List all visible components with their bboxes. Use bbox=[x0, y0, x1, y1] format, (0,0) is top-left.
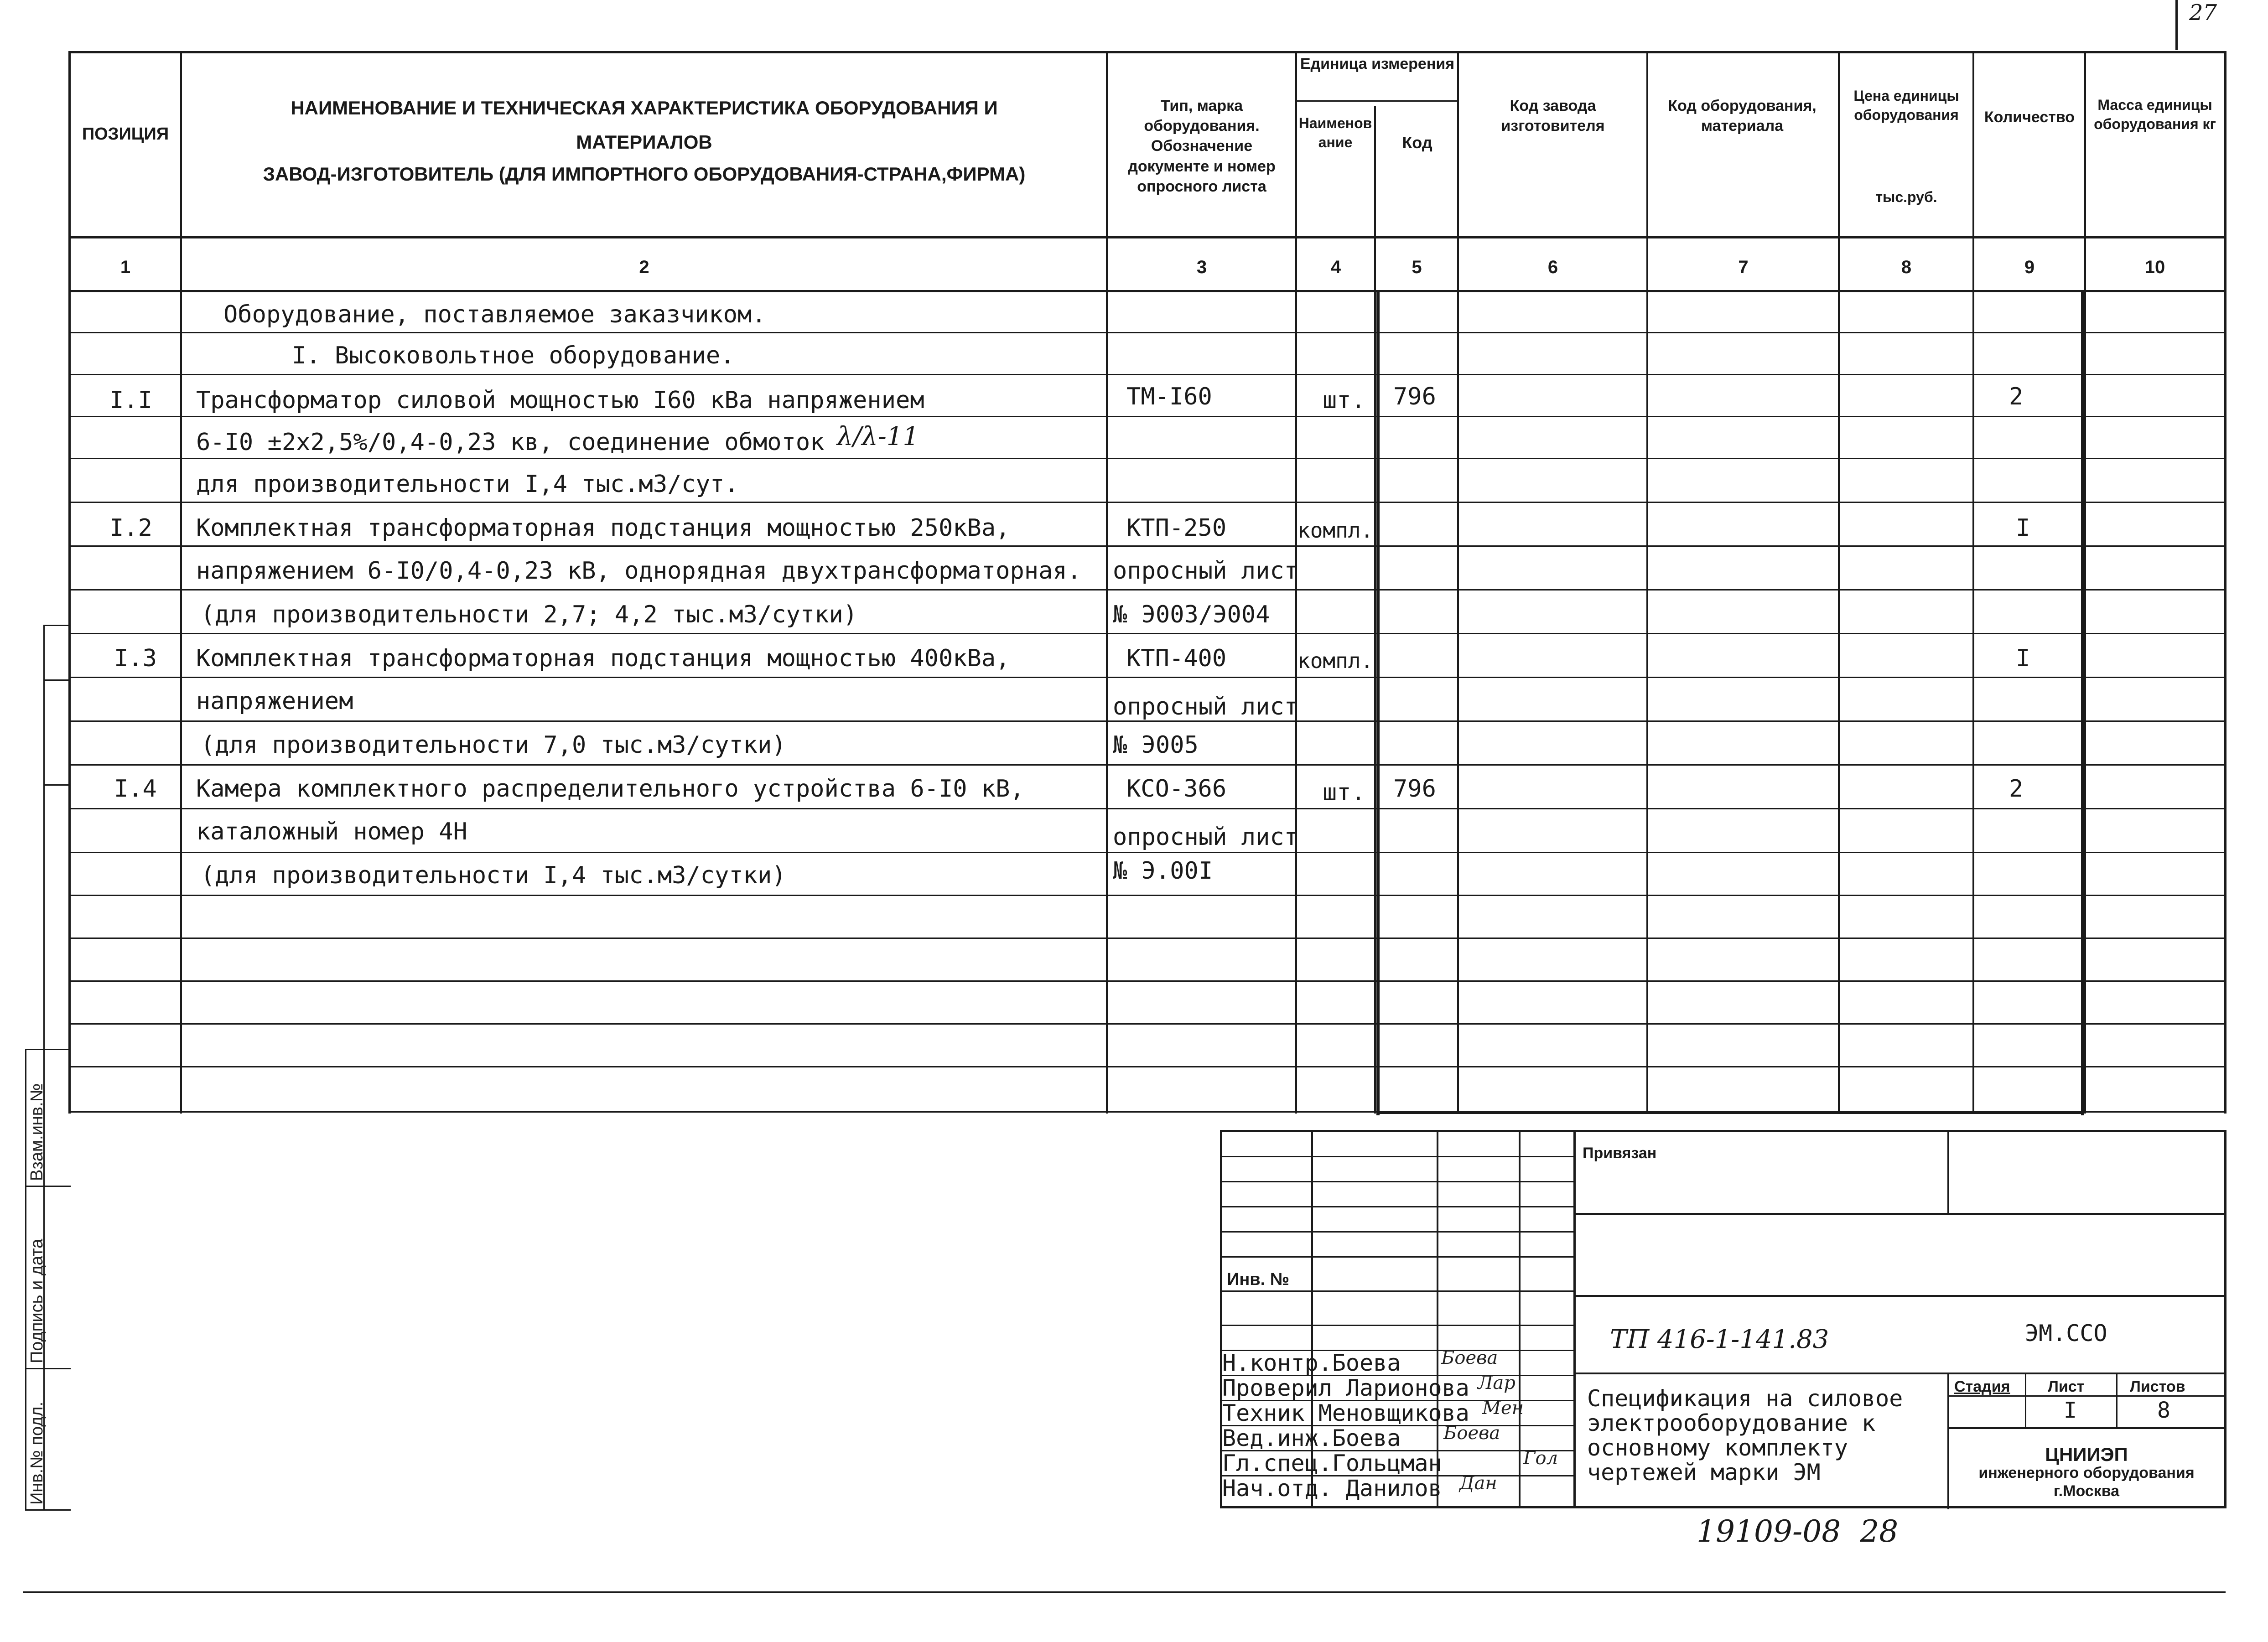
table-row: для производительности I,4 тыс.м3/сут. bbox=[196, 471, 739, 498]
row-position: I.2 bbox=[109, 514, 152, 542]
col-number: 4 bbox=[1330, 257, 1341, 277]
row-type: КСО-366 bbox=[1126, 775, 1227, 803]
row-name: Комплектная трансформаторная подстанция мощностью 250кВа, bbox=[196, 514, 1010, 542]
signer-row: Нач.отд. Данилов bbox=[1222, 1475, 1442, 1502]
header-equipment-code: Код оборудования, материала bbox=[1668, 97, 1816, 135]
row-unit: компл. bbox=[1297, 648, 1374, 673]
sheets-value: 8 bbox=[2157, 1398, 2170, 1423]
col-number: 6 bbox=[1547, 257, 1558, 277]
sheet-value: I bbox=[2064, 1398, 2077, 1423]
row-unit-code: 796 bbox=[1393, 383, 1436, 410]
row-type: № Э003/Э004 bbox=[1113, 601, 1270, 628]
row-type: № Э.00I bbox=[1113, 857, 1213, 885]
row-quantity: I bbox=[2016, 645, 2030, 672]
header-quantity: Количество bbox=[1984, 109, 2075, 126]
row-name: Камера комплектного распределительного устройства 6-I0 кВ, bbox=[196, 775, 1024, 803]
col-number: 1 bbox=[120, 257, 131, 277]
row-position: I.3 bbox=[114, 645, 157, 672]
row-type: КТП-250 bbox=[1126, 514, 1227, 542]
stage-label: Стадия bbox=[1954, 1378, 2010, 1395]
col-number: 5 bbox=[1412, 257, 1422, 277]
row-type: КТП-400 bbox=[1126, 645, 1227, 672]
header-type: Тип, марка оборудования. Обозначение документе и номер опросного листа bbox=[1128, 97, 1276, 195]
row-unit: компл. bbox=[1297, 518, 1374, 543]
header-name-line2: МАТЕРИАЛОВ bbox=[576, 131, 712, 153]
col-number: 3 bbox=[1196, 257, 1207, 277]
signature: Боева bbox=[1443, 1423, 1500, 1444]
document-code: ТП 416-1-141.83 bbox=[1610, 1325, 1829, 1354]
row-name: Трансформатор силовой мощностью I60 кВа напряжением bbox=[196, 387, 924, 414]
row-type: опросный лист bbox=[1113, 557, 1298, 585]
header-unit-code: Код bbox=[1402, 133, 1432, 152]
stamp-inv-podl: Инв.№ подл. bbox=[27, 1401, 47, 1505]
header-mass: Масса единицы оборудования кг bbox=[2094, 97, 2216, 132]
row-type: опросный лист bbox=[1113, 824, 1298, 851]
header-name-line3: ЗАВОД-ИЗГОТОВИТЕЛЬ (ДЛЯ ИМПОРТНОГО ОБОРУДОВАНИЯ-СТРАНА,ФИРМА) bbox=[263, 163, 1026, 185]
row-quantity: I bbox=[2016, 514, 2030, 542]
row-type: № Э005 bbox=[1113, 731, 1199, 759]
table-row: (для производительности I,4 тыс.м3/сутки) bbox=[201, 862, 786, 889]
header-position: ПОЗИЦИЯ bbox=[82, 124, 169, 144]
header-price-unit: тыс.руб. bbox=[1875, 189, 1937, 205]
signature: Боева bbox=[1441, 1347, 1498, 1368]
col-number: 10 bbox=[2144, 257, 2165, 277]
row-type: опросный лист bbox=[1113, 693, 1298, 720]
organization: ЦНИИЭП инженерного оборудования г.Москва bbox=[1978, 1444, 2195, 1500]
signer-row: Гл.спец.Гольцман bbox=[1222, 1450, 1442, 1476]
table-row: напряжением 6-I0/0,4-0,23 кВ, однорядная двухтрансформаторная. bbox=[196, 557, 1082, 585]
row-unit: шт. bbox=[1323, 387, 1365, 414]
signature: Мен bbox=[1482, 1398, 1524, 1419]
row-quantity: 2 bbox=[2009, 775, 2024, 803]
page-number: 27 bbox=[2189, 0, 2217, 26]
document-mark: ЭМ.ССО bbox=[2025, 1320, 2107, 1347]
table-row: 6-I0 ±2x2,5%/0,4-0,23 кв, соединение обмоток bbox=[196, 429, 825, 456]
row-type: ТМ-I60 bbox=[1126, 383, 1212, 410]
table-row: (для производительности 2,7; 4,2 тыс.м3/сутки) bbox=[201, 601, 858, 628]
sheet-label: Лист bbox=[2048, 1378, 2085, 1395]
header-factory-code: Код завода изготовителя bbox=[1501, 97, 1605, 135]
row-position: I.4 bbox=[114, 775, 157, 803]
col-number: 9 bbox=[2024, 257, 2035, 277]
signer-row: Вед.инж.Боева bbox=[1222, 1425, 1401, 1451]
signature: Гол bbox=[1523, 1448, 1558, 1469]
header-unit: Единица измерения bbox=[1300, 55, 1455, 73]
col-number: 8 bbox=[1901, 257, 1912, 277]
stamp-vzam: Взам.инв.№ bbox=[27, 1083, 47, 1181]
table-row: каталожный номер 4Н bbox=[196, 818, 467, 845]
inv-number-label: Инв. № bbox=[1227, 1270, 1290, 1289]
winding-symbol: λ/λ-11 bbox=[837, 422, 919, 451]
header-name-line1: НАИМЕНОВАНИЕ И ТЕХНИЧЕСКАЯ ХАРАКТЕРИСТИКА ОБОРУДОВАНИЯ И bbox=[291, 97, 998, 119]
table-row: (для производительности 7,0 тыс.м3/сутки) bbox=[201, 731, 786, 759]
privyazan-label: Привязан bbox=[1583, 1145, 1657, 1162]
stamp-podpis: Подпись и дата bbox=[27, 1238, 47, 1363]
archive-number: 19109-08 28 bbox=[1697, 1514, 1899, 1549]
table-row: Оборудование, поставляемое заказчиком. bbox=[223, 301, 766, 328]
sheets-label: Листов bbox=[2130, 1378, 2185, 1395]
table-row: I. Высоковольтное оборудование. bbox=[292, 342, 735, 369]
row-name: Комплектная трансформаторная подстанция мощностью 400кВа, bbox=[196, 645, 1010, 672]
table-row: напряжением bbox=[196, 688, 353, 715]
row-quantity: 2 bbox=[2009, 383, 2024, 410]
header-price: Цена единицы оборудования bbox=[1853, 88, 1959, 123]
header-unit-name: Наименование bbox=[1298, 115, 1372, 150]
signer-row: Техник Меновщикова bbox=[1222, 1400, 1469, 1426]
signature: Дан bbox=[1459, 1473, 1497, 1494]
row-unit: шт. bbox=[1323, 779, 1365, 806]
signature: Лар bbox=[1478, 1373, 1515, 1393]
col-number: 7 bbox=[1738, 257, 1749, 277]
document-description: Спецификация на силовое электрооборудование к основному комплекту чертежей марки ЭМ bbox=[1587, 1385, 1903, 1486]
row-unit-code: 796 bbox=[1393, 775, 1436, 803]
signer-row: Проверил Ларионова bbox=[1222, 1375, 1469, 1401]
row-position: I.I bbox=[109, 387, 152, 414]
col-number: 2 bbox=[639, 257, 649, 277]
signer-row: Н.контр.Боева bbox=[1222, 1350, 1401, 1376]
